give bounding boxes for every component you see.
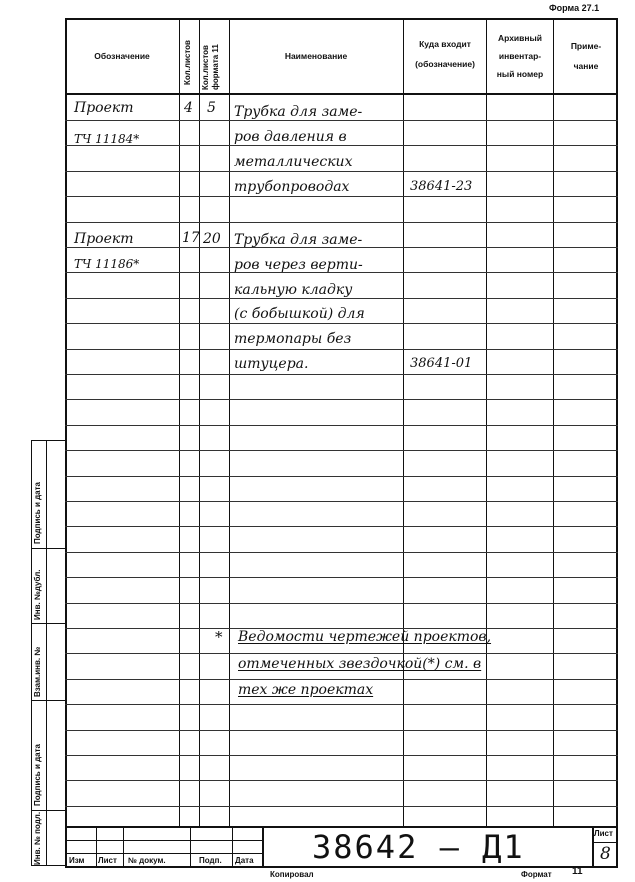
table-row-line: [65, 349, 618, 350]
table-row-line: [65, 730, 618, 731]
entry-2-sheets: 17: [182, 230, 200, 246]
table-row-line: [65, 222, 618, 223]
entry-1-name-1: Трубка для заме-: [234, 104, 363, 120]
footnote-line-1: Ведомости чертежей проектов,: [238, 629, 492, 645]
footer-format-label: Формат: [521, 870, 552, 879]
side-stamp-divider: [46, 440, 47, 866]
document-number: 38642 – Д1: [312, 828, 525, 866]
sheet-label: Лист: [594, 829, 613, 838]
sheet-number: 8: [600, 844, 611, 864]
table-row-line: [65, 780, 618, 781]
entry-2-where: 38641-01: [410, 356, 473, 371]
entry-2-sheets-f11: 20: [203, 231, 221, 247]
table-row-line: [65, 298, 618, 299]
header-where-2: (обозначение): [415, 59, 475, 69]
header-sheet-count: Кол.листов: [183, 40, 192, 85]
table-row-line: [65, 323, 618, 324]
entry-1-designation-1: Проект: [74, 100, 134, 116]
side-stamp-line: [31, 623, 65, 624]
side-label-podpis-data-2: Подпись и дата: [33, 482, 42, 544]
table-row-line: [65, 577, 618, 578]
footnote-line-3: тех же проектах: [238, 682, 374, 698]
entry-2-name-6: штуцера.: [234, 356, 309, 372]
footnote-marker: *: [215, 628, 223, 646]
table-row-line: [65, 501, 618, 502]
title-col: [232, 826, 233, 868]
entry-1-sheets: 4: [184, 100, 193, 116]
title-col-doc: № докум.: [128, 856, 166, 865]
entry-2-designation-2: ТЧ 11186*: [74, 257, 140, 271]
entry-1-where: 38641-23: [410, 179, 473, 194]
table-row-line: [65, 526, 618, 527]
entry-1-designation-2: ТЧ 11184*: [74, 132, 140, 146]
entry-2-name-4: (с бобышкой) для: [234, 306, 365, 322]
table-row-line: [65, 145, 618, 146]
form-label: Форма 27.1: [549, 3, 600, 13]
title-col: [262, 826, 264, 868]
title-col-izm: Изм: [69, 856, 85, 865]
header-name: Наименование: [284, 51, 348, 61]
entry-1-name-2: ров давления в: [234, 129, 347, 145]
entry-1-sheets-f11: 5: [207, 100, 216, 116]
table-row-line: [65, 399, 618, 400]
title-col-podp: Подп.: [199, 856, 222, 865]
header-divider: [65, 93, 618, 95]
entry-2-name-2: ров через верти-: [234, 257, 363, 273]
side-label-inv-dubl: Инв. №дубл.: [33, 569, 42, 620]
table-row-line: [65, 476, 618, 477]
header-archive-1: Архивный: [497, 33, 542, 43]
side-label-podpis-data-1: Подпись и дата: [33, 744, 42, 806]
title-col: [123, 826, 124, 868]
header-note-2: чание: [573, 61, 599, 71]
entry-2-name-3: кальную кладку: [234, 282, 353, 298]
footer-format-value: 11: [572, 866, 583, 877]
table-row-line: [65, 450, 618, 451]
entry-2-name-1: Трубка для заме-: [234, 232, 363, 248]
header-where-1: Куда входит: [419, 39, 471, 49]
entry-2-designation-1: Проект: [74, 231, 134, 247]
table-row-line: [65, 704, 618, 705]
table-row-line: [65, 425, 618, 426]
table-row-line: [65, 196, 618, 197]
footnote-line-2: отмеченных звездочкой(*) см. в: [238, 656, 482, 672]
header-note-1: Приме-: [570, 41, 602, 51]
sheet-box-divider: [592, 842, 618, 843]
table-row-line: [65, 120, 618, 121]
title-col-list: Лист: [98, 856, 117, 865]
side-stamp-line: [31, 700, 65, 701]
table-row-line: [65, 603, 618, 604]
title-col: [190, 826, 191, 868]
table-row-line: [65, 552, 618, 553]
header-designation: Обозначение: [94, 51, 150, 61]
header-archive-2: инвентар-: [498, 51, 542, 61]
side-label-inv-podl: Инв. № подл.: [33, 811, 42, 865]
header-archive-3: ный номер: [496, 69, 544, 79]
table-row-line: [65, 806, 618, 807]
header-sheet-count-format: Кол.листов формата 11: [201, 44, 220, 90]
side-label-vzam-inv: Взам.инв. №: [33, 646, 42, 697]
table-row-line: [65, 653, 618, 654]
entry-1-name-3: металлических: [234, 154, 353, 170]
side-stamp-line: [31, 548, 65, 549]
table-row-line: [65, 755, 618, 756]
table-row-line: [65, 171, 618, 172]
entry-1-name-4: трубопроводах: [234, 179, 350, 195]
table-row-line: [65, 374, 618, 375]
title-col-data: Дата: [235, 856, 254, 865]
footer-copied: Копировал: [270, 870, 314, 879]
side-stamp-line: [31, 810, 65, 811]
entry-2-name-5: термопары без: [234, 331, 352, 347]
table-row-line: [65, 679, 618, 680]
